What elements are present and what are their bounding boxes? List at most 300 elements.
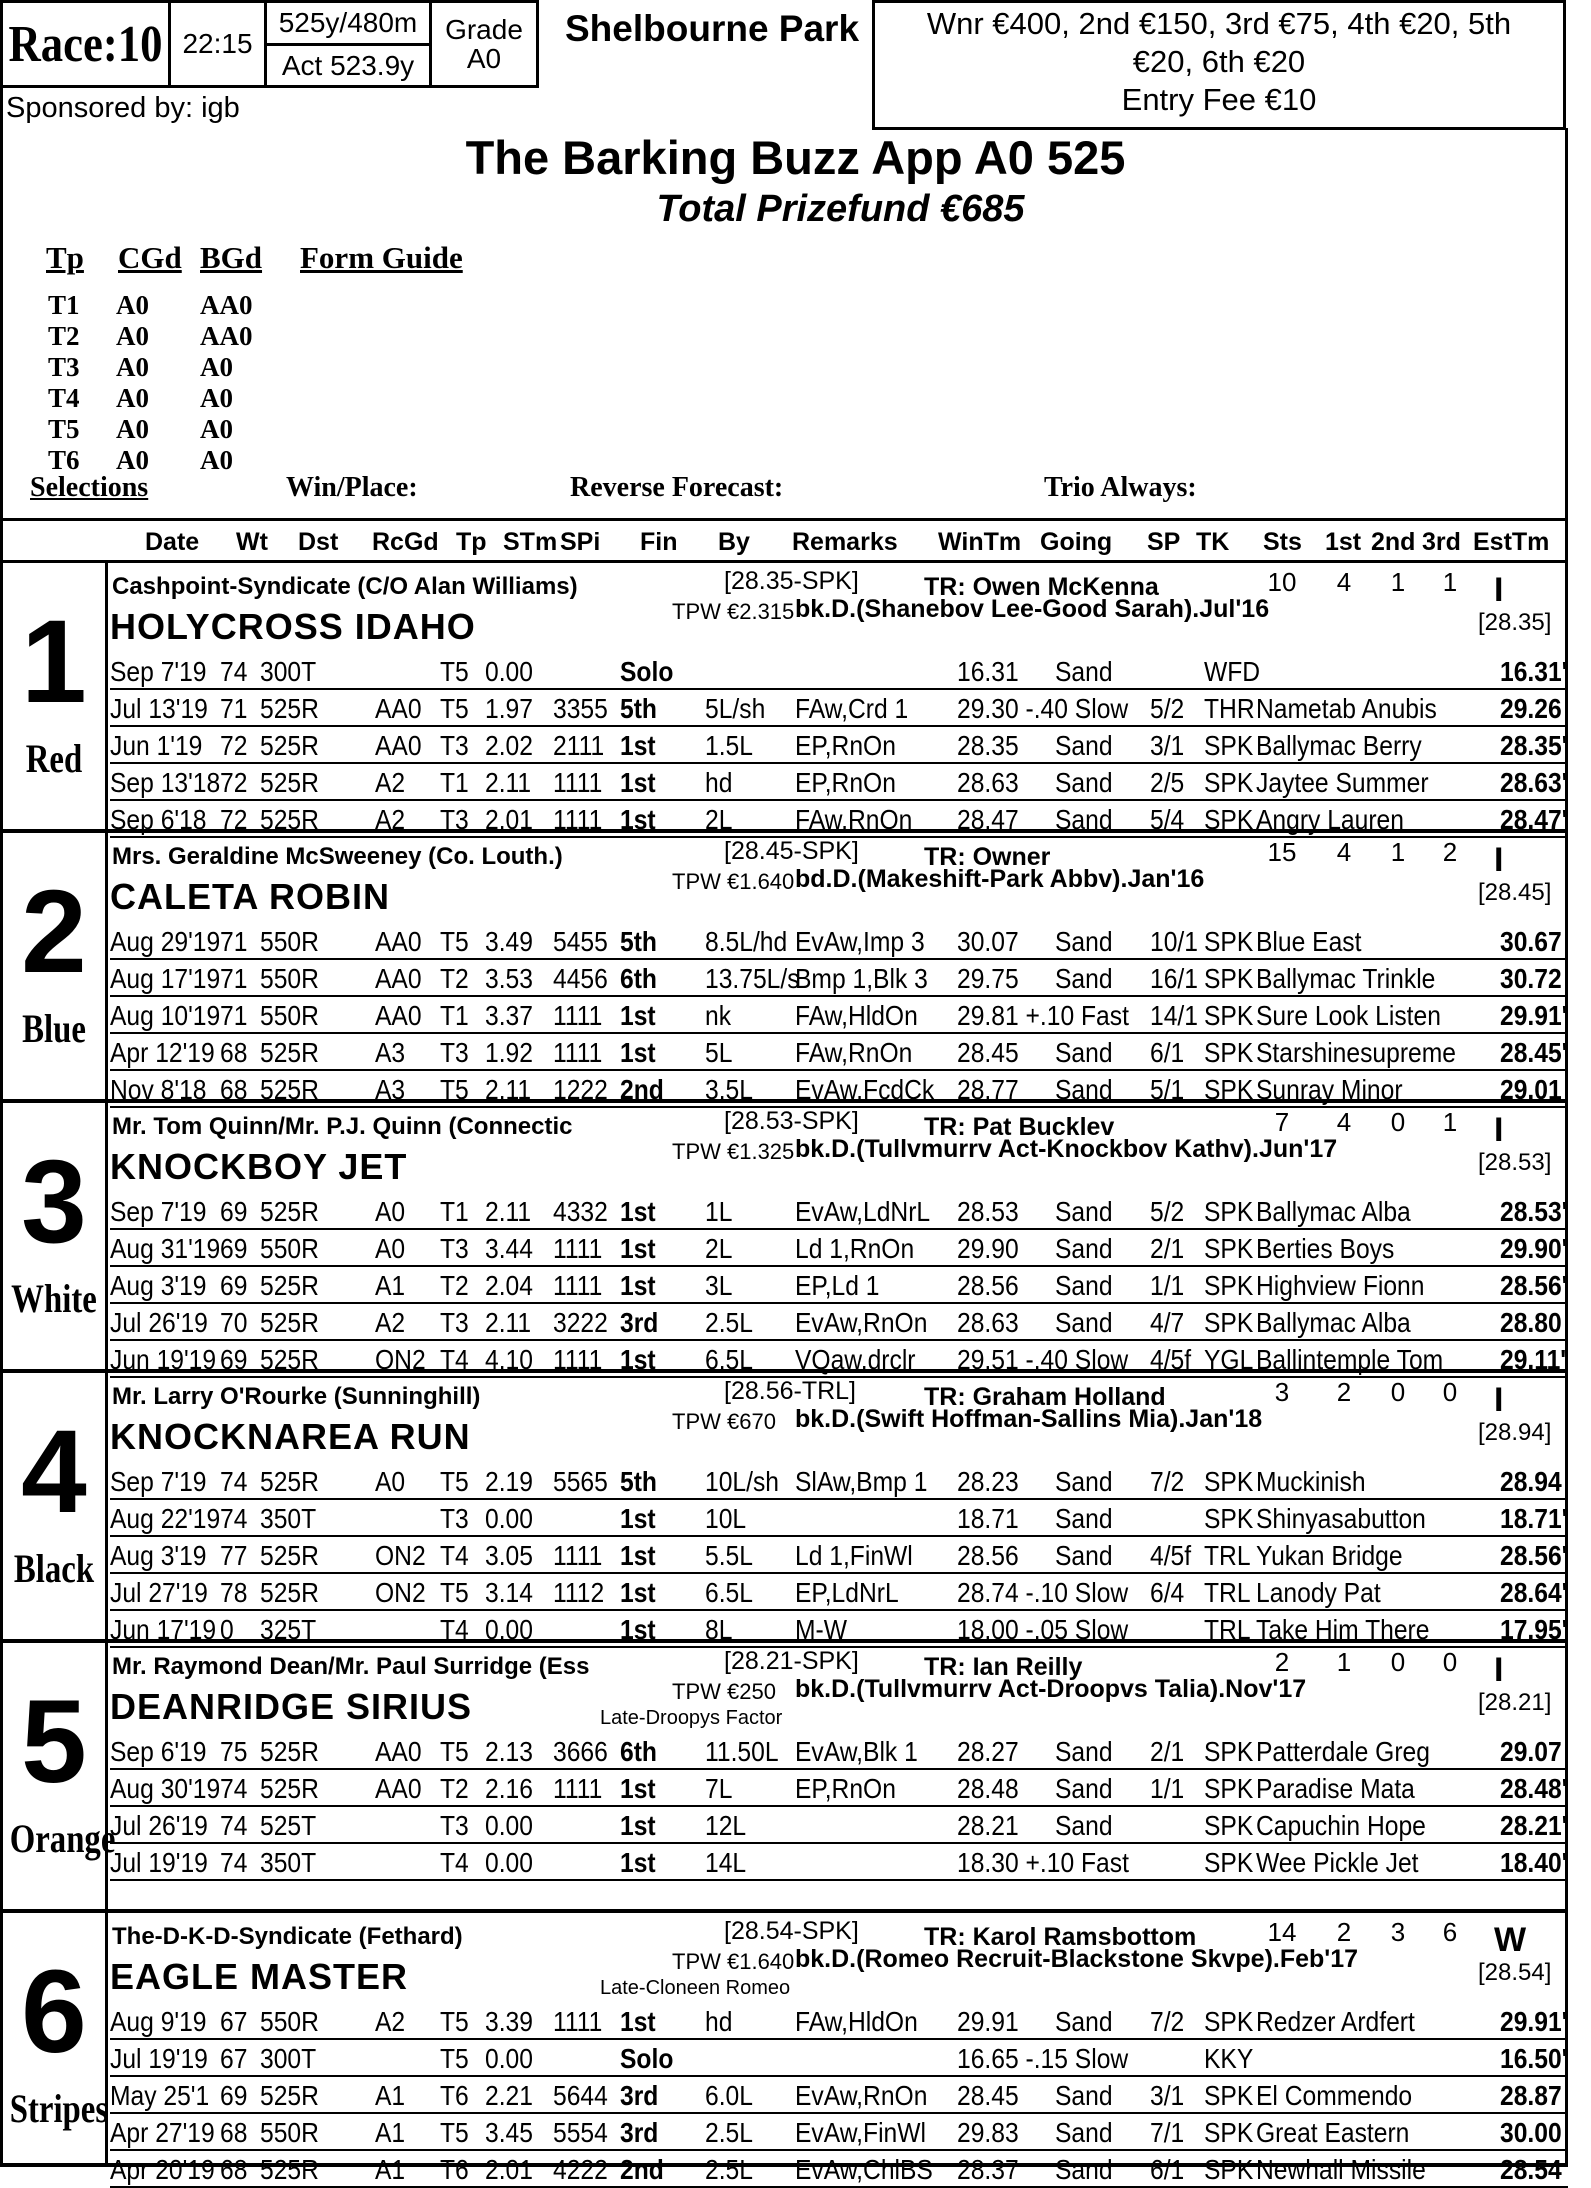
form-tk: SPK <box>1204 1037 1254 1068</box>
form-row <box>110 923 1568 960</box>
form-going: Sand <box>1055 656 1113 687</box>
form-going: Sand <box>1055 2006 1113 2037</box>
form-date: Sep 13'18 <box>110 767 221 798</box>
form-date: Aug 9'19 <box>110 2006 207 2037</box>
form-wt: 78 <box>220 1577 248 1608</box>
form-date: Sep 7'19 <box>110 1466 207 1497</box>
dog-name: KNOCKNAREA RUN <box>110 1416 471 1457</box>
form-sp: 16/1 <box>1150 963 1198 994</box>
form-spi: 5644 <box>553 2080 608 2111</box>
owner: Cashpoint-Syndicate (C/O Alan Williams) <box>112 573 578 600</box>
form-stm: 3.05 <box>485 1540 533 1571</box>
stat: 2 <box>1274 1647 1290 1677</box>
breeding: bk.D.(Shanebov Lee-Good Sarah).Jul'16 <box>795 595 1270 623</box>
form-stm: 2.01 <box>485 804 533 835</box>
form-dst: 525R <box>260 1736 319 1767</box>
form-wt: 69 <box>220 1233 248 1264</box>
form-date: Aug 3'19 <box>110 1270 207 1301</box>
form-rcgd: A0 <box>375 1233 406 1264</box>
form-wt: 67 <box>220 2006 248 2037</box>
form-stm: 2.21 <box>485 2080 533 2111</box>
form-date: Jul 19'19 <box>110 2043 208 2074</box>
stat: 0 <box>1442 1377 1458 1407</box>
form-tk: SPK <box>1204 1233 1254 1264</box>
form-by: 2.5L <box>705 2154 753 2185</box>
form-rem: Ld 1,FinWl <box>795 1540 913 1571</box>
form-date: Jul 13'19 <box>110 693 208 724</box>
form-wintm: 28.23 <box>957 1466 1019 1497</box>
column-3rd: 3rd <box>1422 528 1461 556</box>
stat: 0 <box>1390 1647 1406 1677</box>
stat: 0 <box>1390 1377 1406 1407</box>
form-tk: SPK <box>1204 963 1254 994</box>
form-going: Sand <box>1055 926 1113 957</box>
best-time: [28.21-SPK] <box>724 1647 859 1675</box>
trio-label: Trio Always: <box>1044 472 1197 503</box>
form-by: 14L <box>705 1847 747 1878</box>
form-spi: 3666 <box>553 1736 608 1767</box>
win-place-label: Win/Place: <box>286 472 418 503</box>
trap-colour: Stripes <box>9 2086 109 2131</box>
trainer: TR: Karol Ramsbottom <box>924 1923 1197 1951</box>
form-est: 30.72 <box>1500 963 1562 994</box>
owner: Mr. Tom Quinn/Mr. P.J. Quinn (Connectic <box>112 1113 573 1140</box>
form-tp: T5 <box>440 693 469 724</box>
race-label: Race:10 <box>8 15 163 73</box>
form-row <box>110 1733 1568 1770</box>
form-tk: TRL <box>1204 1577 1251 1608</box>
form-tk: SPK <box>1204 730 1254 761</box>
form-date: Nov 8'18 <box>110 1074 207 1105</box>
form-wt: 70 <box>220 1307 248 1338</box>
form-sp: 3/1 <box>1150 2080 1185 2111</box>
form-opp: Nametab Anubis <box>1256 693 1437 724</box>
form-stm: 2.11 <box>485 767 532 798</box>
form-dst: 525R <box>260 730 319 761</box>
owner: The-D-K-D-Syndicate (Fethard) <box>112 1923 463 1950</box>
form-sp: 7/2 <box>1150 2006 1185 2037</box>
stat: 2 <box>1336 1917 1352 1947</box>
form-wt: 68 <box>220 1037 248 1068</box>
form-date: Jul 26'19 <box>110 1307 208 1338</box>
form-wintm: 28.56 <box>957 1270 1019 1301</box>
column-remarks: Remarks <box>792 528 898 556</box>
form-rem: EvAw,LdNrL <box>795 1196 931 1227</box>
runner-mark: I <box>1494 1111 1504 1149</box>
form-rcgd: AA0 <box>375 1736 422 1767</box>
form-spi: 3222 <box>553 1307 608 1338</box>
trap-colour: Blue <box>22 1006 86 1051</box>
grade-bgd: A0 <box>200 352 233 382</box>
column-wintm: WinTm <box>938 528 1022 556</box>
form-sp: 5/4 <box>1150 804 1185 835</box>
form-fin: 1st <box>620 1037 656 1068</box>
form-wt: 68 <box>220 2154 248 2185</box>
form-opp: Patterdale Greg <box>1256 1736 1430 1767</box>
stat: 0 <box>1390 1107 1406 1137</box>
form-fin: 2nd <box>620 1074 664 1105</box>
form-date: Aug 17'19 <box>110 963 221 994</box>
form-tp: T5 <box>440 1466 469 1497</box>
form-est: 28.63' <box>1500 767 1568 798</box>
grade-col-tp: Tp <box>46 240 84 275</box>
form-by: 1L <box>705 1196 733 1227</box>
form-stm: 1.97 <box>485 693 533 724</box>
form-tp: T1 <box>440 1000 469 1031</box>
form-row <box>110 690 1568 727</box>
form-row <box>110 2003 1568 2040</box>
form-opp: El Commendo <box>1256 2080 1413 2111</box>
form-spi: 1111 <box>553 767 603 798</box>
stat: 4 <box>1336 1107 1352 1137</box>
form-est: 18.71' <box>1500 1503 1568 1534</box>
form-dst: 525R <box>260 1540 319 1571</box>
form-rem: EvAw,Blk 1 <box>795 1736 918 1767</box>
grade-col-bgd: BGd <box>200 240 263 275</box>
form-wintm: 28.27 <box>957 1736 1019 1767</box>
form-sp: 3/1 <box>1150 730 1185 761</box>
grade-tp: T6 <box>48 445 80 475</box>
form-tp: T2 <box>440 1270 469 1301</box>
form-wt: 0 <box>220 1614 234 1645</box>
form-wintm: 28.47 <box>957 804 1019 835</box>
grade-cgd: A0 <box>116 290 149 320</box>
form-stm: 3.39 <box>485 2006 533 2037</box>
form-spi: 1111 <box>553 1000 603 1031</box>
form-opp: Paradise Mata <box>1256 1773 1415 1804</box>
trap-box <box>0 563 108 829</box>
form-wt: 75 <box>220 1736 248 1767</box>
form-wt: 72 <box>220 767 248 798</box>
form-wt: 72 <box>220 804 248 835</box>
trap-colour: White <box>11 1276 97 1321</box>
form-opp: Muckinish <box>1256 1466 1366 1497</box>
form-stm: 0.00 <box>485 2043 533 2074</box>
form-column-header <box>0 518 1568 563</box>
form-fin: 1st <box>620 1270 656 1301</box>
form-wintm: 18.00 -.05 Slow <box>957 1614 1129 1645</box>
form-rcgd: A1 <box>375 2117 406 2148</box>
form-opp: Shinyasabutton <box>1256 1503 1426 1534</box>
form-stm: 2.13 <box>485 1736 533 1767</box>
form-stm: 2.02 <box>485 730 533 761</box>
form-wt: 71 <box>220 693 248 724</box>
trainer: TR: Owen McKenna <box>924 573 1159 601</box>
form-wintm: 28.63 <box>957 1307 1019 1338</box>
form-sp: 14/1 <box>1150 1000 1198 1031</box>
runner-mark: I <box>1494 571 1504 609</box>
owner: Mrs. Geraldine McSweeney (Co. Louth.) <box>112 843 563 870</box>
form-rcgd: A0 <box>375 1466 406 1497</box>
form-spi: 1111 <box>553 1270 603 1301</box>
form-tp: T5 <box>440 656 469 687</box>
form-fin: 3rd <box>620 2080 659 2111</box>
stat: 10 <box>1267 567 1297 597</box>
tpw: TPW €1.640 <box>672 1949 795 1974</box>
form-tp: T3 <box>440 1307 469 1338</box>
form-stm: 3.14 <box>485 1577 533 1608</box>
runner-mark: W <box>1494 1921 1527 1959</box>
form-going: Sand <box>1055 1736 1113 1767</box>
race-distance: 525y/480m <box>264 0 432 46</box>
column-rcgd: RcGd <box>372 528 439 556</box>
stat: 1 <box>1390 567 1406 597</box>
form-rcgd: AA0 <box>375 693 422 724</box>
form-est: 29.91' <box>1500 2006 1568 2037</box>
form-tp: T3 <box>440 1233 469 1264</box>
form-rem: EP,Ld 1 <box>795 1270 880 1301</box>
form-fin: 5th <box>620 926 657 957</box>
form-stm: 2.16 <box>485 1773 533 1804</box>
form-dst: 525R <box>260 1577 319 1608</box>
form-sp: 10/1 <box>1150 926 1198 957</box>
form-wintm: 29.75 <box>957 963 1019 994</box>
form-opp: Sure Look Listen <box>1256 1000 1441 1031</box>
trainer: TR: Graham Holland <box>924 1383 1166 1411</box>
form-tp: T5 <box>440 1736 469 1767</box>
form-tp: T3 <box>440 730 469 761</box>
form-spi: 1111 <box>553 1037 603 1068</box>
form-row <box>110 2114 1568 2151</box>
form-going: Sand <box>1055 1074 1113 1105</box>
form-date: Aug 31'19 <box>110 1233 221 1264</box>
trap-colour: Orange <box>9 1816 116 1861</box>
stat: 2 <box>1336 1377 1352 1407</box>
form-est: 28.94 <box>1500 1466 1562 1497</box>
form-est: 16.31' <box>1500 656 1568 687</box>
form-fin: 3rd <box>620 1307 659 1338</box>
grade-cgd: A0 <box>116 445 149 475</box>
form-by: hd <box>705 2006 733 2037</box>
est-best: [28.45] <box>1478 879 1552 906</box>
stat: 6 <box>1442 1917 1458 1947</box>
form-tk: SPK <box>1204 1000 1254 1031</box>
form-opp: Yukan Bridge <box>1256 1540 1403 1571</box>
form-by: 2L <box>705 804 733 835</box>
form-rem: FAw,Crd 1 <box>795 693 909 724</box>
form-date: Apr 27'19 <box>110 2117 215 2148</box>
trap-box <box>0 1913 108 2163</box>
form-rem: FAw,HldOn <box>795 2006 918 2037</box>
form-going: Sand <box>1055 1037 1113 1068</box>
form-by: nk <box>705 1000 732 1031</box>
form-opp: Ballymac Alba <box>1256 1307 1411 1338</box>
stat: 2 <box>1442 837 1458 867</box>
form-wt: 68 <box>220 2117 248 2148</box>
form-opp: Angry Lauren <box>1256 804 1404 835</box>
trap-box <box>0 833 108 1099</box>
trap-box <box>0 1103 108 1369</box>
form-est: 28.48' <box>1500 1773 1568 1804</box>
form-fin: 1st <box>620 1773 656 1804</box>
grade-cgd: A0 <box>116 321 149 351</box>
form-row <box>110 1034 1568 1071</box>
form-sp: 5/2 <box>1150 1196 1185 1227</box>
form-opp: Capuchin Hope <box>1256 1810 1426 1841</box>
grade-tp: T2 <box>48 321 80 351</box>
form-tk: YGL <box>1204 1344 1254 1375</box>
form-dst: 350T <box>260 1847 317 1878</box>
form-sp: 2/1 <box>1150 1736 1185 1767</box>
best-time: [28.53-SPK] <box>724 1107 859 1135</box>
form-rem: FAw,RnOn <box>795 804 913 835</box>
sire-note: Late-Droopys Factor <box>600 1707 783 1729</box>
form-wintm: 16.65 -.15 Slow <box>957 2043 1129 2074</box>
form-tp: T5 <box>440 2043 469 2074</box>
form-tk: SPK <box>1204 1307 1254 1338</box>
form-tk: SPK <box>1204 1503 1254 1534</box>
form-stm: 2.19 <box>485 1466 533 1497</box>
form-sp: 5/1 <box>1150 1074 1185 1105</box>
tpw: TPW €1.325 <box>672 1139 795 1164</box>
form-stm: 2.01 <box>485 2154 533 2185</box>
form-fin: 1st <box>620 2006 656 2037</box>
form-by: 8.5L/hd <box>705 926 788 957</box>
form-by: 10L <box>705 1503 747 1534</box>
form-tp: T5 <box>440 926 469 957</box>
form-dst: 550R <box>260 1233 319 1264</box>
form-rcgd: A3 <box>375 1074 406 1105</box>
form-row <box>110 1500 1568 1537</box>
form-stm: 4.10 <box>485 1344 533 1375</box>
form-date: Aug 30'19 <box>110 1773 221 1804</box>
form-opp: Highview Fionn <box>1256 1270 1425 1301</box>
trap-colour: Red <box>25 736 83 781</box>
form-by: 8L <box>705 1614 733 1645</box>
form-spi: 4332 <box>553 1196 608 1227</box>
form-tk: SPK <box>1204 1847 1254 1878</box>
form-wintm: 18.30 +.10 Fast <box>957 1847 1129 1878</box>
owner: Mr. Raymond Dean/Mr. Paul Surridge (Ess <box>112 1653 590 1680</box>
form-opp: Blue East <box>1256 926 1362 957</box>
form-sp: 6/1 <box>1150 2154 1185 2185</box>
form-est: 28.47' <box>1500 804 1568 835</box>
form-sp: 5/2 <box>1150 693 1185 724</box>
grade-value: A0 <box>466 43 502 74</box>
stat: 3 <box>1274 1377 1290 1407</box>
best-time: [28.56-TRL] <box>724 1377 857 1405</box>
form-rcgd: A3 <box>375 1037 406 1068</box>
tpw: TPW €1.640 <box>672 869 795 894</box>
runner-3 <box>0 1103 1568 1373</box>
form-est: 28.56' <box>1500 1270 1568 1301</box>
form-opp: Sunray Minor <box>1256 1074 1403 1105</box>
form-opp: Jaytee Summer <box>1256 767 1429 798</box>
form-dst: 525R <box>260 767 319 798</box>
form-tp: T3 <box>440 1037 469 1068</box>
form-wt: 77 <box>220 1540 248 1571</box>
form-wt: 74 <box>220 1847 248 1878</box>
dog-name: HOLYCROSS IDAHO <box>110 606 476 647</box>
form-est: 30.00 <box>1500 2117 1562 2148</box>
form-rcgd: A2 <box>375 804 406 835</box>
form-dst: 525R <box>260 1344 319 1375</box>
form-rcgd: AA0 <box>375 1773 422 1804</box>
form-spi: 1222 <box>553 1074 608 1105</box>
form-tk: SPK <box>1204 2117 1254 2148</box>
form-est: 28.21' <box>1500 1810 1568 1841</box>
form-dst: 525R <box>260 1270 319 1301</box>
form-tp: T2 <box>440 963 469 994</box>
breeding: bk.D.(Tullvmurrv Act-Droopvs Talia).Nov'17 <box>795 1675 1307 1703</box>
form-by: 12L <box>705 1810 747 1841</box>
column-spi: SPi <box>560 528 601 556</box>
form-rem: FAw,HldOn <box>795 1000 918 1031</box>
form-spi: 1111 <box>553 1540 603 1571</box>
best-time: [28.35-SPK] <box>724 567 859 595</box>
form-dst: 525R <box>260 804 319 835</box>
form-wintm: 18.71 <box>957 1503 1019 1534</box>
selections-label: Selections <box>30 472 149 503</box>
form-by: 2.5L <box>705 1307 753 1338</box>
form-dst: 350T <box>260 1503 317 1534</box>
form-opp: Great Eastern <box>1256 2117 1410 2148</box>
runner-1 <box>0 563 1568 833</box>
column-1st: 1st <box>1325 528 1362 556</box>
grade-col-cgd: CGd <box>118 240 182 275</box>
stat: 15 <box>1267 837 1297 867</box>
grade-cgd: A0 <box>116 414 149 444</box>
form-row <box>110 960 1568 997</box>
trap-number: 2 <box>21 866 87 998</box>
form-sp: 7/1 <box>1150 2117 1185 2148</box>
form-rcgd: A1 <box>375 1270 406 1301</box>
form-row <box>110 2151 1568 2188</box>
form-rcgd: ON2 <box>375 1577 426 1608</box>
form-date: Jul 26'19 <box>110 1810 208 1841</box>
form-rem: EvAw,FcdCk <box>795 1074 935 1105</box>
form-est: 18.40' <box>1500 1847 1568 1878</box>
form-stm: 3.37 <box>485 1000 533 1031</box>
entry-fee: Entry Fee €10 <box>1121 82 1317 117</box>
tpw: TPW €250 <box>672 1679 776 1704</box>
form-tp: T3 <box>440 1503 469 1534</box>
form-by: 5L/sh <box>705 693 766 724</box>
form-tk: SPK <box>1204 926 1254 957</box>
form-wt: 67 <box>220 2043 248 2074</box>
form-row <box>110 1267 1568 1304</box>
column-wt: Wt <box>236 528 268 556</box>
total-prizefund: Total Prizefund €685 <box>656 188 1025 230</box>
trap-box <box>0 1643 116 1909</box>
form-sp: 6/4 <box>1150 1577 1185 1608</box>
est-best: [28.53] <box>1478 1149 1552 1176</box>
form-dst: 525R <box>260 693 319 724</box>
form-fin: 1st <box>620 767 656 798</box>
form-going: Sand <box>1055 1810 1113 1841</box>
form-wt: 74 <box>220 1503 248 1534</box>
form-by: hd <box>705 767 733 798</box>
form-fin: 1st <box>620 1810 656 1841</box>
form-stm: 0.00 <box>485 1503 533 1534</box>
form-going: Sand <box>1055 1196 1113 1227</box>
form-wt: 74 <box>220 1810 248 1841</box>
form-spi: 1112 <box>553 1577 605 1608</box>
form-going: Sand <box>1055 1503 1113 1534</box>
form-going: Sand <box>1055 2080 1113 2111</box>
grade-bgd: AA0 <box>200 290 253 320</box>
form-by: 2.5L <box>705 2117 753 2148</box>
form-dst: 550R <box>260 2006 319 2037</box>
form-wintm: 28.56 <box>957 1540 1019 1571</box>
form-dst: 525R <box>260 2080 319 2111</box>
form-est: 29.90' <box>1500 1233 1568 1264</box>
form-opp: Redzer Ardfert <box>1256 2006 1415 2037</box>
form-by: 2L <box>705 1233 733 1264</box>
form-sp: 2/1 <box>1150 1233 1185 1264</box>
runner-mark: I <box>1494 1381 1504 1419</box>
form-opp: Ballymac Berry <box>1256 730 1422 761</box>
